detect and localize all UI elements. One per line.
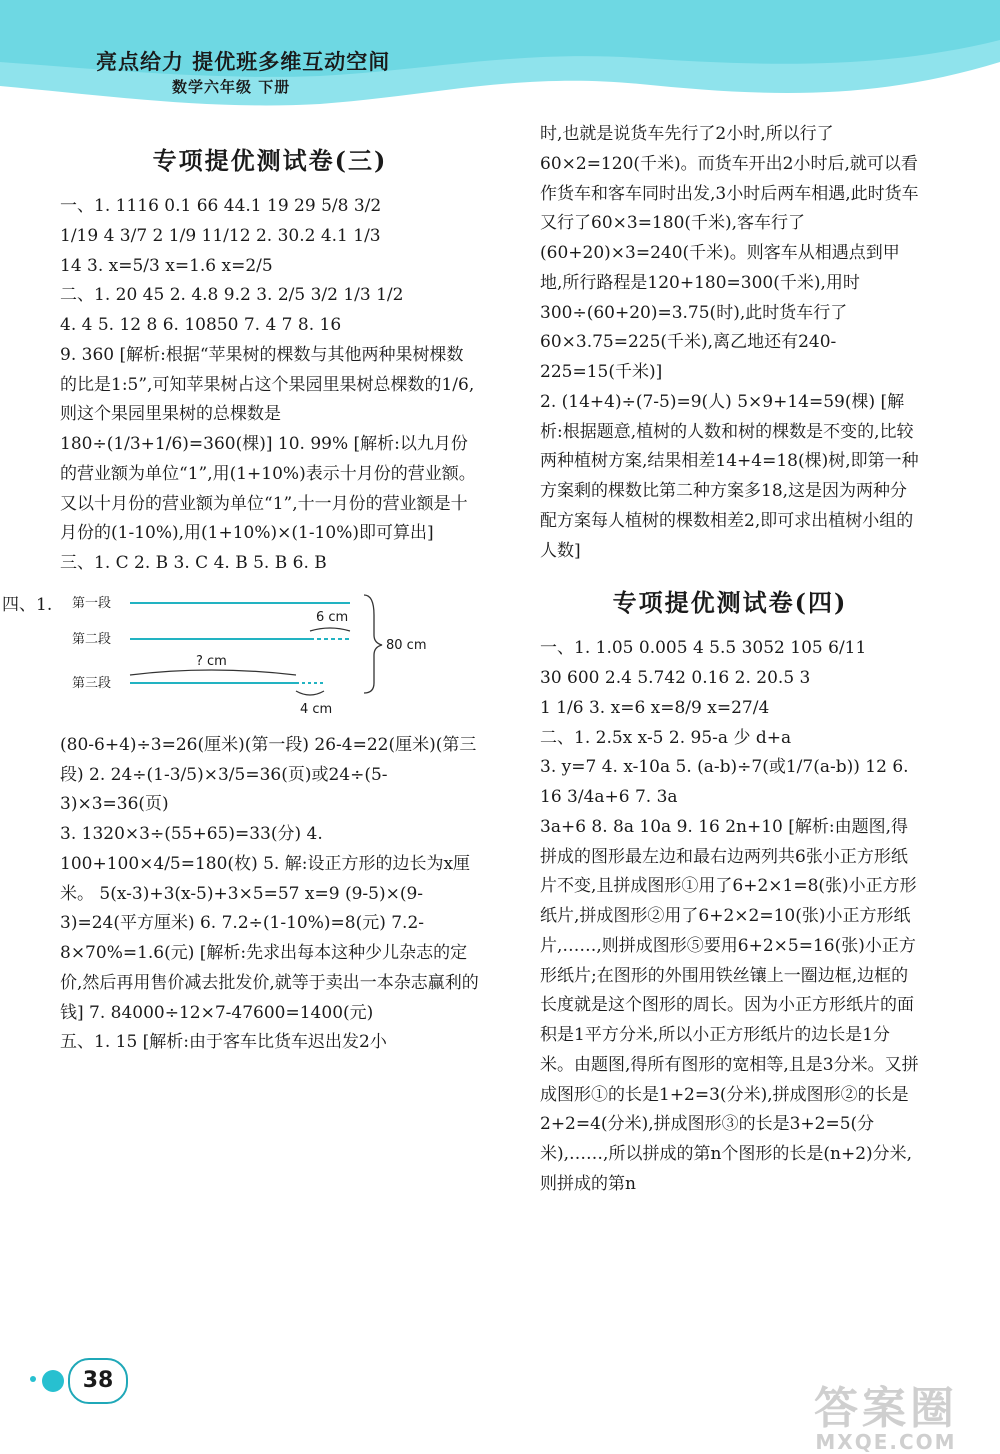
book-subject-grade: 数学六年级 下册 [172, 78, 291, 96]
right-column [540, 120, 920, 1200]
answer-line: 二、1. 2.5x x-5 2. 95-a 少 d+a [540, 727, 792, 748]
answer-line: 1/19 4 3/7 2 1/9 11/12 2. 30.2 4.1 1/3 [60, 225, 381, 246]
page-number: 38 [68, 1358, 128, 1404]
segment-label-second: 第二段 [72, 631, 112, 647]
test-title-four: 专项提优测试卷(四) [612, 588, 848, 618]
left-column [2, 140, 480, 1058]
watermark-url: MXQE.COM [815, 1430, 957, 1454]
label-unknown-cm: ? cm [196, 653, 227, 669]
answer-line: 3. y=7 4. x-10a 5. (a-b)÷7(或1/7(a-b)) 12 6. 16 3/4a+6 7. 3a [540, 757, 909, 807]
answer-paragraph: 3. 1320×3÷(55+65)=33(分) 4. 100+100×4/5=180(枚) 5. 解:设正方形的边长为x厘米。 5(x-3)+3(x-5)+3×5=57 x=9 (9-5)×(9-3)=24(平方厘米) 6. 7.2÷(1-10%)=8(元) 7.2-8×70%=1.6(元) [解析:先求出每本这种少儿杂志的定价,然后再用售价减去批发价,就等于卖出一本杂志赢利的钱] 7. 84000÷12×7-47600=1400(元) [60, 824, 479, 1023]
watermark-text: 答案圈 [814, 1383, 958, 1434]
page-header [0, 0, 1000, 110]
answer-line: 一、1. 1.05 0.005 4 5.5 3052 105 6/11 [540, 638, 867, 659]
answer-paragraph-with-hint: 2. (14+4)÷(7-5)=9(人) 5×9+14=59(棵) [解析:根据题意,植树的人数和树的棵数是不变的,比较两种植树方案,结果相差14+4=18(棵)树,即第一种方案剩的棵数比第二种方案多18,这是因为两种分配方案每人植树的棵数相差2,即可求出植树小组的人数] [540, 391, 919, 561]
book-brand-title: 亮点给力 提优班多维互动空间 [96, 50, 391, 74]
answer-line: 一、1. 1116 0.1 66 44.1 19 29 5/8 3/2 [60, 196, 382, 216]
answer-line: (80-6+4)÷3=26(厘米)(第一段) 26-4=22(厘米)(第三段) 2. 24÷(1-3/5)×3/5=36(页)或24÷(5-3)×3=36(页) [60, 734, 477, 815]
label-4cm: 4 cm [300, 701, 333, 717]
decor-dot-large [42, 1370, 64, 1392]
answer-paragraph-with-hint: 3a+6 8. 8a 10a 9. 16 2n+10 [解析:由题图,得拼成的图形最左边和最右边两列共6张小正方形纸片不变,且拼成图形①用了6+2×1=8(张)小正方形纸片,拼成图形②用了6+2×2=10(张)小正方形纸片,……,则拼成图形⑤要用6+2×5=16(张)小正方形纸片;在图形的外围用铁丝镶上一圈边框,边框的长度就是这个图形的周长。因为小正方形纸片的面积是1平方分米,所以小正方形纸片的边长是1分米。由题图,得所有图形的宽相等,且是3分米。又拼成图形①的长是1+2=3(分米),拼成图形②的长是2+2=4(分米),拼成图形③的长是3+2=5(分米),……,所以拼成的第n个图形的长是(n+2)分米,则拼成的第n [540, 816, 919, 1194]
question-number: 四、1. [2, 594, 53, 615]
label-80cm: 80 cm [386, 637, 427, 653]
answer-line: 二、1. 20 45 2. 4.8 9.2 3. 2/5 3/2 1/3 1/2 [60, 285, 404, 306]
answer-line: 1 1/6 3. x=6 x=8/9 x=27/4 [540, 697, 770, 718]
answer-line: 4. 4 5. 12 8 6. 10850 7. 4 7 8. 16 [60, 315, 342, 335]
answer-line: 三、1. C 2. B 3. C 4. B 5. B 6. B [60, 553, 327, 573]
answer-paragraph-with-hint: 9. 360 [解析:根据“苹果树的棵数与其他两种果树棵数的比是1:5”,可知苹果树占这个果园里果树总棵数的1/6,则这个果园里果树的总棵数是180÷(1/3+1/6)=360(棵)] 10. 99% [解析:以九月份的营业额为单位“1”,用(1+10%)表示十月份的营业额。又以十月份的营业额为单位“1”,十一月份的营业额是十月份的(1-10%),用(1+10%)×(1-10%)即可算出] [60, 344, 476, 544]
label-6cm: 6 cm [316, 609, 349, 625]
segment-label-third: 第三段 [72, 675, 112, 691]
watermark-logo [786, 1372, 986, 1454]
segment-label-first: 第一段 [72, 595, 112, 611]
answer-line: 14 3. x=5/3 x=1.6 x=2/5 [60, 255, 273, 276]
answer-line: 30 600 2.4 5.742 0.16 2. 20.5 3 [540, 668, 811, 688]
answer-paragraph: 时,也就是说货车先行了2小时,所以行了60×2=120(千米)。而货车开出2小时后,就可以看作货车和客车同时出发,3小时后两车相遇,此时货车又行了60×3=180(千米),客车行了(60+20)×3=240(千米)。则客车从相遇点到甲地,所行路程是120+180=300(千米),用时300÷(60+20)=3.75(时),此时货车行了60×3.75=225(千米),离乙地还有240-225=15(千米)] [540, 124, 919, 382]
answer-line: 五、1. 15 [解析:由于客车比货车迟出发2小 [60, 1032, 387, 1053]
test-title-three: 专项提优测试卷(三) [152, 146, 388, 175]
segment-diagram [2, 585, 480, 725]
decor-dot-small [30, 1376, 36, 1382]
